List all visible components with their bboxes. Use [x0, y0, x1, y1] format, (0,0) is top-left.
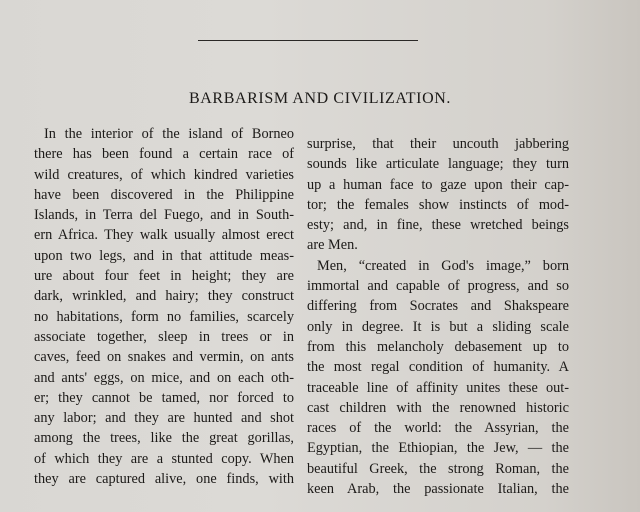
text-line: caves, feed on snakes and vermin, on ants — [34, 349, 294, 366]
header-rule — [198, 40, 418, 41]
text-line: tor; the females show instincts of mod- — [307, 196, 569, 213]
text-line: Islands, in Terra del Fuego, and in South- — [34, 207, 294, 224]
text-line: among the trees, like the great gorillas, — [34, 430, 294, 447]
text-line: traceable line of affinity unites these out- — [307, 379, 569, 396]
left-column — [34, 124, 294, 489]
text-line: there has been found a certain race of — [34, 146, 294, 163]
text-line: up a human face to gaze upon their cap- — [307, 176, 569, 193]
text-line: the most regal condition of humanity. A — [307, 359, 569, 376]
text-line: of which they are a stunted copy. When — [34, 450, 294, 467]
text-line: only in degree. It is but a sliding scale — [307, 318, 569, 335]
text-line: no habitations, form no families, scarcely — [34, 308, 294, 325]
text-line: are Men. — [307, 237, 358, 254]
text-line: In the interior of the island of Borneo — [44, 126, 294, 142]
text-line: associate together, sleep in trees or in — [34, 328, 294, 345]
text-line: any labor; and they are hunted and shot — [34, 410, 294, 427]
text-line: dark, wrinkled, and hairy; they construct — [34, 288, 294, 305]
text-line: and ants' eggs, on mice, and on each oth- — [34, 369, 294, 386]
text-line: Egyptian, the Ethiopian, the Jew, — the — [307, 440, 569, 457]
text-line: keen Arab, the passionate Italian, the — [307, 481, 569, 498]
text-line: ure about four feet in height; they are — [34, 268, 294, 285]
text-line: Men, “created in God's image,” born — [317, 257, 569, 274]
text-line: cast children with the renowned historic — [307, 399, 569, 416]
text-line: races of the world: the Assyrian, the — [307, 420, 569, 437]
text-line: surprise, that their uncouth jabbering — [307, 136, 569, 152]
right-column — [307, 134, 569, 499]
text-line: er; they cannot be tamed, nor forced to — [34, 389, 294, 406]
text-line: from this melancholy debasement up to — [307, 338, 569, 355]
text-line: esty; and, in fine, these wretched beings — [307, 217, 569, 234]
text-line: upon two legs, and in that attitude meas- — [34, 247, 294, 264]
text-line: they are captured alive, one finds, with — [34, 471, 294, 488]
text-line: wild creatures, of which kindred varieties — [34, 166, 294, 183]
text-line: have been discovered in the Philippine — [34, 186, 294, 203]
text-line: ern Africa. They walk usually almost erect — [34, 227, 294, 244]
text-line: sounds like articulate language; they turn — [307, 156, 569, 173]
text-line: differing from Socrates and Shakspeare — [307, 298, 569, 315]
text-line: immortal and capable of progress, and so — [307, 278, 569, 295]
page-title: BARBARISM AND CIVILIZATION. — [189, 90, 451, 107]
text-line: beautiful Greek, the strong Roman, the — [307, 460, 569, 477]
